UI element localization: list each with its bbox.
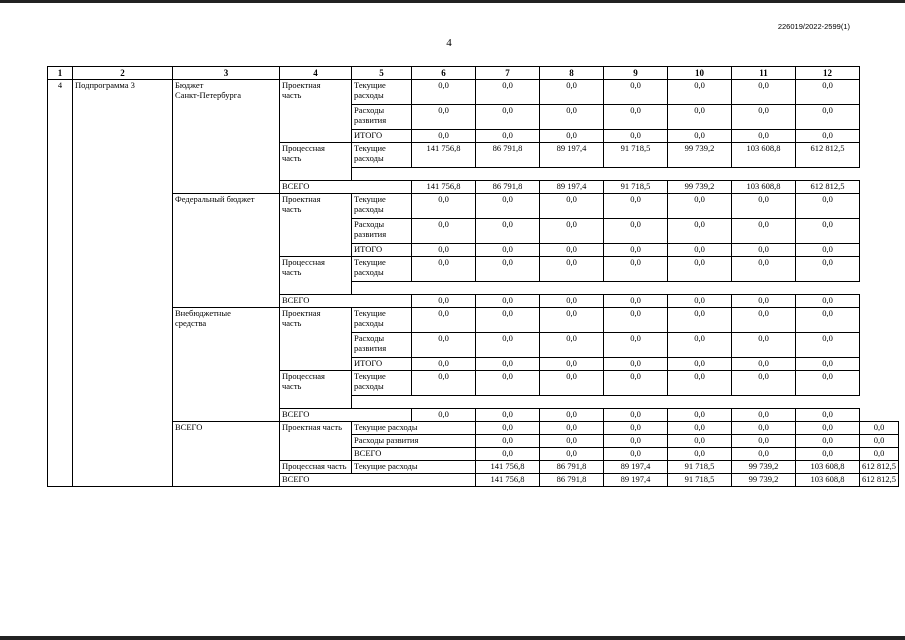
value-cell: 141 756,8 bbox=[412, 143, 476, 168]
value-cell: 0,0 bbox=[668, 448, 732, 461]
value-cell: 86 791,8 bbox=[540, 474, 604, 487]
value-cell: 0,0 bbox=[476, 358, 540, 371]
value-cell: 0,0 bbox=[668, 308, 732, 333]
value-cell: 0,0 bbox=[604, 244, 668, 257]
value-cell: 86 791,8 bbox=[540, 461, 604, 474]
value-cell: 0,0 bbox=[796, 244, 860, 257]
value-cell: 0,0 bbox=[604, 308, 668, 333]
item-current: Текущие расходы bbox=[352, 257, 412, 282]
grand-total-label: ВСЕГО bbox=[280, 474, 476, 487]
value-cell: 0,0 bbox=[860, 422, 899, 435]
value-cell: 0,0 bbox=[476, 130, 540, 143]
value-cell: 0,0 bbox=[476, 194, 540, 219]
part-project: Проектная часть bbox=[280, 194, 352, 257]
source-federal: Федеральный бюджет bbox=[173, 194, 280, 308]
value-cell: 89 197,4 bbox=[540, 181, 604, 194]
value-cell: 0,0 bbox=[412, 244, 476, 257]
value-cell: 0,0 bbox=[796, 435, 860, 448]
item-current: Текущие расходы bbox=[352, 143, 412, 168]
value-cell: 91 718,5 bbox=[668, 461, 732, 474]
col-header: 2 bbox=[73, 67, 173, 80]
table-body bbox=[48, 67, 899, 487]
item-development: Расходы развития bbox=[352, 105, 412, 130]
subprogram-name: Подпрограмма 3 bbox=[73, 80, 173, 487]
value-cell: 0,0 bbox=[796, 194, 860, 219]
value-cell: 0,0 bbox=[860, 448, 899, 461]
value-cell: 0,0 bbox=[540, 80, 604, 105]
col-header: 7 bbox=[476, 67, 540, 80]
value-cell: 0,0 bbox=[540, 333, 604, 358]
value-cell: 0,0 bbox=[732, 244, 796, 257]
part-process: Процессная часть bbox=[280, 371, 352, 409]
value-cell: 612 812,5 bbox=[860, 461, 899, 474]
part-project: Проектная часть bbox=[280, 308, 352, 371]
value-cell: 0,0 bbox=[412, 105, 476, 130]
value-cell: 0,0 bbox=[668, 80, 732, 105]
value-cell: 89 197,4 bbox=[604, 474, 668, 487]
value-cell: 0,0 bbox=[668, 244, 732, 257]
value-cell: 0,0 bbox=[476, 244, 540, 257]
item-current-line: Текущие расходы bbox=[352, 461, 476, 474]
value-cell: 0,0 bbox=[668, 435, 732, 448]
value-cell: 0,0 bbox=[796, 80, 860, 105]
value-cell: 0,0 bbox=[540, 409, 604, 422]
value-cell: 0,0 bbox=[796, 409, 860, 422]
item-current-line: Текущие расходы bbox=[352, 422, 476, 435]
col-header: 8 bbox=[540, 67, 604, 80]
scan-edge-top bbox=[0, 0, 905, 3]
value-cell: 141 756,8 bbox=[412, 181, 476, 194]
row-number: 4 bbox=[48, 80, 73, 487]
item-vsego: ВСЕГО bbox=[280, 295, 412, 308]
part-process-line: Процессная часть bbox=[280, 461, 352, 474]
value-cell: 0,0 bbox=[604, 448, 668, 461]
value-cell: 0,0 bbox=[796, 308, 860, 333]
value-cell: 0,0 bbox=[540, 448, 604, 461]
value-cell: 0,0 bbox=[732, 257, 796, 282]
value-cell: 99 739,2 bbox=[732, 461, 796, 474]
value-cell: 0,0 bbox=[540, 422, 604, 435]
value-cell: 0,0 bbox=[668, 219, 732, 244]
value-cell: 0,0 bbox=[412, 80, 476, 105]
value-cell: 99 739,2 bbox=[668, 143, 732, 168]
value-cell: 89 197,4 bbox=[604, 461, 668, 474]
col-header: 10 bbox=[668, 67, 732, 80]
page-number: 4 bbox=[446, 37, 452, 49]
value-cell: 0,0 bbox=[604, 105, 668, 130]
value-cell: 0,0 bbox=[540, 130, 604, 143]
source-extrabudgetary: Внебюджетные средства bbox=[173, 308, 280, 422]
value-cell: 0,0 bbox=[796, 219, 860, 244]
value-cell: 0,0 bbox=[476, 333, 540, 358]
value-cell: 0,0 bbox=[476, 219, 540, 244]
item-development: Расходы развития bbox=[352, 333, 412, 358]
item-current: Текущие расходы bbox=[352, 371, 412, 396]
value-cell: 0,0 bbox=[540, 371, 604, 396]
value-cell: 0,0 bbox=[732, 219, 796, 244]
value-cell: 0,0 bbox=[412, 295, 476, 308]
value-cell: 0,0 bbox=[604, 80, 668, 105]
value-cell: 0,0 bbox=[412, 333, 476, 358]
value-cell: 0,0 bbox=[668, 371, 732, 396]
source-budget-spb: Бюджет Санкт-Петербурга bbox=[173, 80, 280, 194]
value-cell: 0,0 bbox=[668, 333, 732, 358]
value-cell: 0,0 bbox=[412, 358, 476, 371]
value-cell: 0,0 bbox=[604, 257, 668, 282]
value-cell: 0,0 bbox=[668, 295, 732, 308]
budget-table bbox=[47, 66, 899, 487]
item-itogo: ИТОГО bbox=[352, 244, 412, 257]
value-cell: 0,0 bbox=[412, 194, 476, 219]
value-cell: 0,0 bbox=[796, 295, 860, 308]
table-row bbox=[48, 80, 899, 105]
value-cell: 0,0 bbox=[668, 194, 732, 219]
value-cell: 0,0 bbox=[604, 130, 668, 143]
value-cell: 0,0 bbox=[476, 105, 540, 130]
value-cell: 0,0 bbox=[540, 308, 604, 333]
value-cell: 0,0 bbox=[796, 358, 860, 371]
document-id: 226019/2022-2599(1) bbox=[777, 22, 850, 31]
value-cell: 0,0 bbox=[732, 358, 796, 371]
value-cell: 0,0 bbox=[732, 333, 796, 358]
item-current: Текущие расходы bbox=[352, 80, 412, 105]
value-cell: 0,0 bbox=[732, 80, 796, 105]
value-cell: 0,0 bbox=[668, 105, 732, 130]
value-cell: 0,0 bbox=[412, 371, 476, 396]
value-cell: 0,0 bbox=[796, 448, 860, 461]
col-header: 9 bbox=[604, 67, 668, 80]
value-cell: 0,0 bbox=[604, 409, 668, 422]
value-cell: 0,0 bbox=[540, 244, 604, 257]
col-header: 1 bbox=[48, 67, 73, 80]
value-cell: 0,0 bbox=[540, 435, 604, 448]
value-cell: 0,0 bbox=[412, 130, 476, 143]
value-cell: 0,0 bbox=[732, 435, 796, 448]
value-cell: 0,0 bbox=[796, 333, 860, 358]
value-cell: 99 739,2 bbox=[668, 181, 732, 194]
value-cell: 0,0 bbox=[604, 219, 668, 244]
total-label: ВСЕГО bbox=[173, 422, 280, 487]
value-cell: 0,0 bbox=[796, 371, 860, 396]
value-cell: 0,0 bbox=[668, 422, 732, 435]
item-development: Расходы развития bbox=[352, 219, 412, 244]
value-cell: 0,0 bbox=[412, 308, 476, 333]
scan-edge-bottom bbox=[0, 636, 905, 640]
value-cell: 103 608,8 bbox=[732, 181, 796, 194]
value-cell: 86 791,8 bbox=[476, 143, 540, 168]
value-cell: 0,0 bbox=[476, 448, 540, 461]
part-process: Процессная часть bbox=[280, 257, 352, 295]
value-cell: 612 812,5 bbox=[796, 181, 860, 194]
item-current: Текущие расходы bbox=[352, 194, 412, 219]
part-project: Проектная часть bbox=[280, 80, 352, 143]
value-cell: 0,0 bbox=[476, 257, 540, 282]
item-itogo: ИТОГО bbox=[352, 358, 412, 371]
value-cell: 0,0 bbox=[732, 194, 796, 219]
value-cell: 89 197,4 bbox=[540, 143, 604, 168]
value-cell: 0,0 bbox=[732, 308, 796, 333]
value-cell: 0,0 bbox=[732, 448, 796, 461]
value-cell: 0,0 bbox=[796, 130, 860, 143]
value-cell: 0,0 bbox=[732, 105, 796, 130]
value-cell: 0,0 bbox=[540, 219, 604, 244]
table-row bbox=[48, 194, 899, 219]
col-header: 4 bbox=[280, 67, 352, 80]
value-cell: 0,0 bbox=[540, 295, 604, 308]
value-cell: 0,0 bbox=[604, 295, 668, 308]
value-cell: 103 608,8 bbox=[796, 474, 860, 487]
value-cell: 0,0 bbox=[604, 194, 668, 219]
col-header: 5 bbox=[352, 67, 412, 80]
value-cell: 0,0 bbox=[476, 435, 540, 448]
value-cell: 0,0 bbox=[604, 371, 668, 396]
value-cell: 0,0 bbox=[540, 257, 604, 282]
col-header: 3 bbox=[173, 67, 280, 80]
item-current: Текущие расходы bbox=[352, 308, 412, 333]
value-cell: 0,0 bbox=[476, 80, 540, 105]
value-cell: 0,0 bbox=[732, 371, 796, 396]
value-cell: 0,0 bbox=[860, 435, 899, 448]
item-development-line: Расходы развития bbox=[352, 435, 476, 448]
value-cell: 91 718,5 bbox=[604, 143, 668, 168]
value-cell: 91 718,5 bbox=[604, 181, 668, 194]
table-row bbox=[48, 308, 899, 333]
value-cell: 86 791,8 bbox=[476, 181, 540, 194]
value-cell: 0,0 bbox=[732, 130, 796, 143]
col-header: 11 bbox=[732, 67, 796, 80]
value-cell: 0,0 bbox=[732, 295, 796, 308]
item-vsego: ВСЕГО bbox=[352, 448, 476, 461]
value-cell: 99 739,2 bbox=[732, 474, 796, 487]
value-cell: 0,0 bbox=[476, 409, 540, 422]
value-cell: 141 756,8 bbox=[476, 461, 540, 474]
value-cell: 0,0 bbox=[412, 219, 476, 244]
col-header: 12 bbox=[796, 67, 860, 80]
value-cell: 0,0 bbox=[540, 194, 604, 219]
value-cell: 0,0 bbox=[604, 358, 668, 371]
value-cell: 0,0 bbox=[412, 257, 476, 282]
value-cell: 0,0 bbox=[412, 409, 476, 422]
value-cell: 0,0 bbox=[476, 295, 540, 308]
value-cell: 0,0 bbox=[540, 105, 604, 130]
value-cell: 0,0 bbox=[476, 308, 540, 333]
value-cell: 0,0 bbox=[668, 358, 732, 371]
part-project-line: Проектная часть bbox=[280, 422, 352, 461]
item-vsego: ВСЕГО bbox=[280, 409, 412, 422]
value-cell: 0,0 bbox=[540, 358, 604, 371]
value-cell: 0,0 bbox=[668, 130, 732, 143]
value-cell: 0,0 bbox=[732, 422, 796, 435]
value-cell: 612 812,5 bbox=[860, 474, 899, 487]
value-cell: 0,0 bbox=[732, 409, 796, 422]
value-cell: 91 718,5 bbox=[668, 474, 732, 487]
value-cell: 0,0 bbox=[668, 257, 732, 282]
column-header-row bbox=[48, 67, 899, 80]
value-cell: 0,0 bbox=[604, 333, 668, 358]
value-cell: 0,0 bbox=[604, 422, 668, 435]
value-cell: 0,0 bbox=[604, 435, 668, 448]
item-itogo: ИТОГО bbox=[352, 130, 412, 143]
value-cell: 0,0 bbox=[476, 422, 540, 435]
value-cell: 0,0 bbox=[796, 422, 860, 435]
value-cell: 103 608,8 bbox=[796, 461, 860, 474]
table-row bbox=[48, 422, 899, 435]
value-cell: 0,0 bbox=[796, 105, 860, 130]
item-vsego: ВСЕГО bbox=[280, 181, 412, 194]
col-header: 6 bbox=[412, 67, 476, 80]
value-cell: 0,0 bbox=[668, 409, 732, 422]
value-cell: 612 812,5 bbox=[796, 143, 860, 168]
value-cell: 0,0 bbox=[796, 257, 860, 282]
value-cell: 0,0 bbox=[476, 371, 540, 396]
value-cell: 141 756,8 bbox=[476, 474, 540, 487]
part-process: Процессная часть bbox=[280, 143, 352, 181]
value-cell: 103 608,8 bbox=[732, 143, 796, 168]
